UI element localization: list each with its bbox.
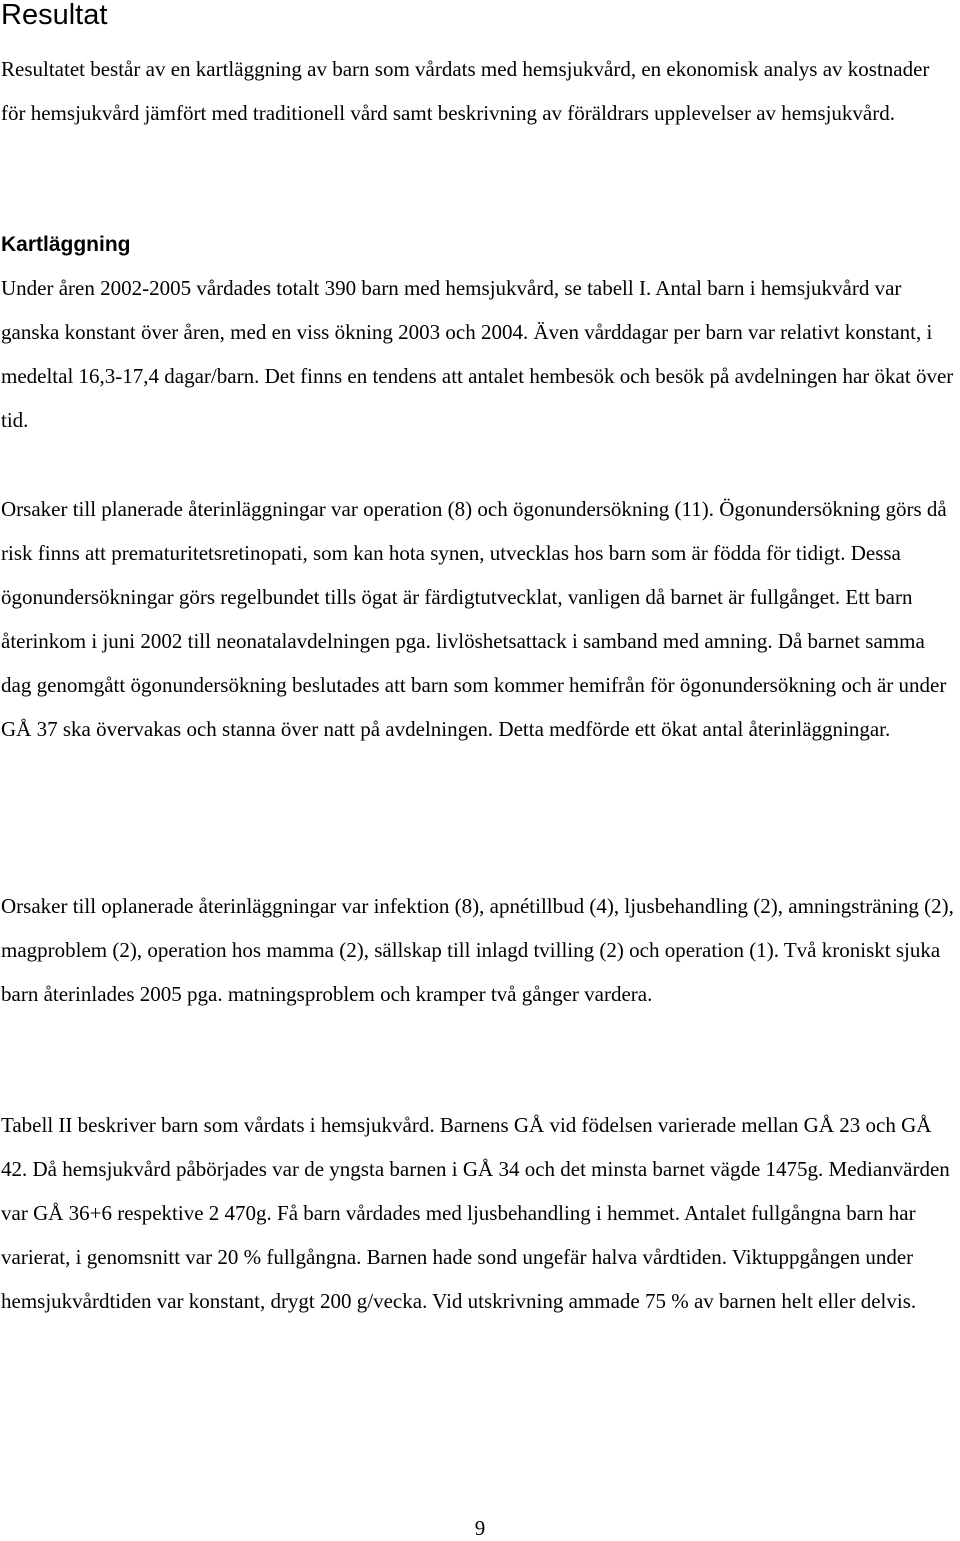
section-heading: Resultat bbox=[1, 0, 108, 31]
body-paragraph-4: Tabell II beskriver barn som vårdats i hemsjukvård. Barnens GÅ vid födelsen varierade mellan GÅ 23 och GÅ 42. Då hemsjukvård påbörjades var de yngsta barnen i GÅ 34 och det minsta barnet vägde 1475g. Medianvärden var GÅ 36+6 respektive 2 470g. Få barn vårdades med ljusbehandling i hemmet. Antalet fullgångna barn har varierat, i genomsnitt var 20 % fullgångna. Barnen hade sond ungefär halva vårdtiden. Viktuppgången under hemsjukvårdtiden var konstant, drygt 200 g/vecka. Vid utskrivning ammade 75 % av barnen helt eller delvis. bbox=[1, 1113, 950, 1313]
subsection-heading: Kartläggning bbox=[1, 233, 131, 256]
intro-paragraph: Resultatet består av en kartläggning av barn som vårdats med hemsjukvård, en ekonomisk analys av kostnader för hemsjukvård jämfört med traditionell vård samt beskrivning av föräldrars upplevelser av hemsjukvård. bbox=[1, 57, 930, 125]
page-number: 9 bbox=[474, 1516, 486, 1540]
body-paragraph-3: Orsaker till oplanerade återinläggningar var infektion (8), apnétillbud (4), ljusbehandling (2), amningsträning (2), magproblem (2), operation hos mamma (2), sällskap till inlagd tvilling (2) och operation (1). Två kroniskt sjuka barn återinlades 2005 pga. matningsproblem och kramper två gånger vardera. bbox=[1, 894, 954, 1006]
body-paragraph-2: Orsaker till planerade återinläggningar var operation (8) och ögonundersökning (11). Ögonundersökning görs då risk finns att prematuritetsretinopati, som kan hota synen, utvecklas hos barn som är födda för tidigt. Dessa ögonundersökningar görs regelbundet tills ögat är färdigtutvecklat, vanligen då barnet är fullgånget. Ett barn återinkom i juni 2002 till neonatalavdelningen pga. livlöshetsattack i samband med amning. Då barnet samma dag genomgått ögonundersökning beslutades att barn som kommer hemifrån för ögonundersökning och är under GÅ 37 ska övervakas och stanna över natt på avdelningen. Detta medförde ett ökat antal återinläggningar. bbox=[1, 497, 947, 741]
body-paragraph-1: Under åren 2002-2005 vårdades totalt 390 barn med hemsjukvård, se tabell I. Antal barn i hemsjukvård var ganska konstant över åren, med en viss ökning 2003 och 2004. Även vårddagar per barn var relativt konstant, i medeltal 16,3-17,4 dagar/barn. Det finns en tendens att antalet hembesök och besök på avdelningen har ökat över tid. bbox=[1, 276, 954, 432]
